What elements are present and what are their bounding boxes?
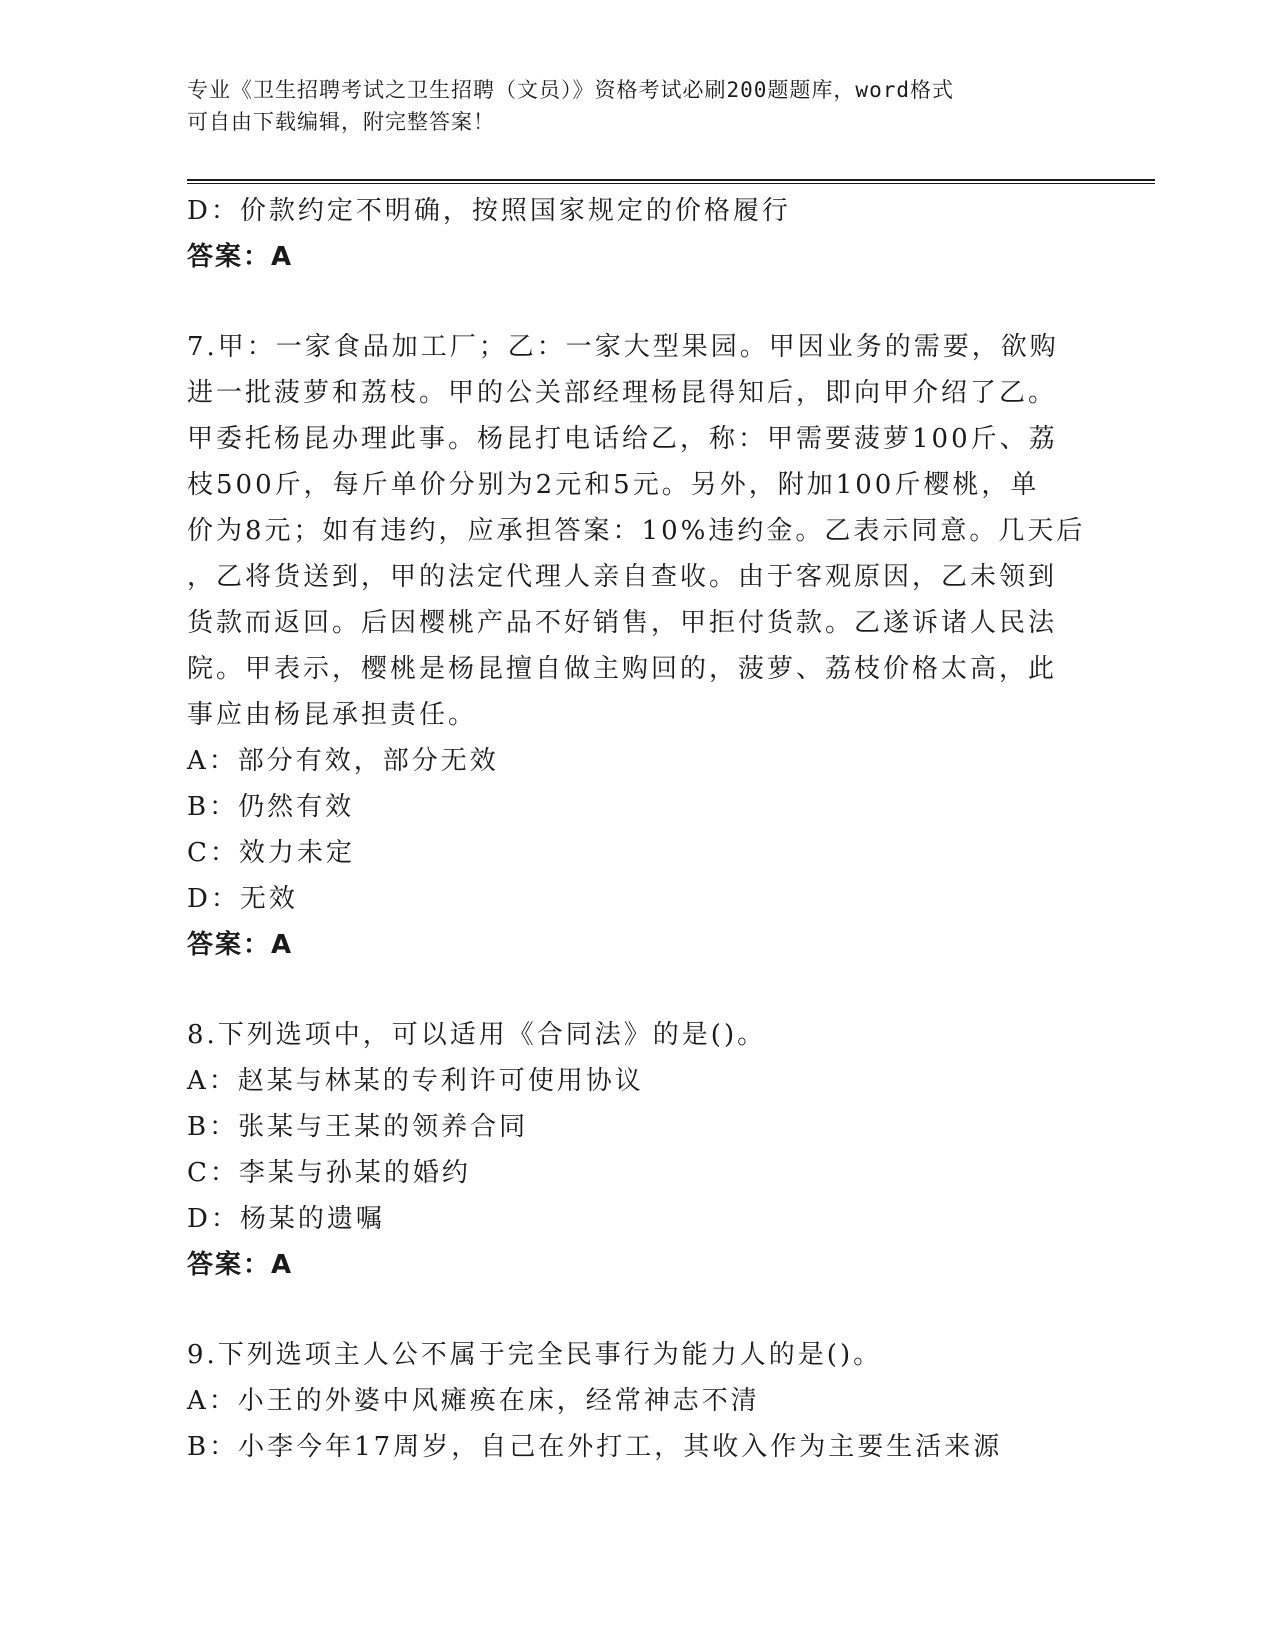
question-8 [187,1012,1067,1288]
question-stem-line: 价为8元；如有违约，应承担答案：10%违约金。乙表示同意。几天后 [187,516,1086,546]
question-stem-line: 枝500斤，每斤单价分别为2元和5元。另外，附加100斤樱桃，单 [187,470,1040,500]
question-stem-line: 事应由杨昆承担责任。 [187,700,478,730]
question-7 [187,324,1086,968]
question-stem-line: ，乙将货送到，甲的法定代理人亲自查收。由于客观原因，乙未领到 [187,562,1058,592]
question-stem-line: 进一批菠萝和荔枝。甲的公关部经理杨昆得知后，即向甲介绍了乙。 [187,378,1058,408]
option-d: D：价款约定不明确，按照国家规定的价格履行 [187,196,791,226]
option-c: C：效力未定 [187,838,355,868]
option-b: B：小李今年17周岁，自己在外打工，其收入作为主要生活来源 [187,1432,1003,1462]
option-a: A：小王的外婆中风瘫痪在床，经常神志不清 [187,1386,760,1416]
question-stem-line: 院。甲表示，樱桃是杨昆擅自做主购回的，菠萝、荔枝价格太高，此 [187,654,1058,684]
question-stem: 9.下列选项主人公不属于完全民事行为能力人的是()。 [187,1340,883,1370]
header-line-2: 可自由下载编辑，附完整答案！ [187,110,495,134]
option-d: D：杨某的遗嘱 [187,1204,385,1234]
header-line-1: 专业《卫生招聘考试之卫生招聘（文员）》资格考试必刷200题题库，word格式 [187,78,954,102]
answer-label: 答案：A [187,930,294,960]
document-header [187,74,1067,138]
spacer [187,968,1067,1012]
spacer [187,1288,1067,1332]
answer-label: 答案：A [187,1250,294,1280]
option-a: A：赵某与林某的专利许可使用协议 [187,1066,644,1096]
option-b: B：仍然有效 [187,792,355,822]
question-stem-line: 甲委托杨昆办理此事。杨昆打电话给乙，称：甲需要菠萝100斤、荔 [187,424,1058,454]
document-body [187,188,1086,1470]
header-divider [187,179,1155,184]
answer-label: 答案：A [187,242,294,272]
previous-question-tail [187,188,1067,280]
option-a: A：部分有效，部分无效 [187,746,499,776]
option-d: D：无效 [187,884,298,914]
question-9 [187,1332,1067,1470]
option-c: C：李某与孙某的婚约 [187,1158,471,1188]
spacer [187,280,1067,324]
question-stem-line: 7.甲：一家食品加工厂；乙：一家大型果园。甲因业务的需要，欲购 [187,332,1059,362]
question-stem: 8.下列选项中，可以适用《合同法》的是()。 [187,1020,767,1050]
option-b: B：张某与王某的领养合同 [187,1112,529,1142]
question-stem-line: 货款而返回。后因樱桃产品不好销售，甲拒付货款。乙遂诉诸人民法 [187,608,1058,638]
